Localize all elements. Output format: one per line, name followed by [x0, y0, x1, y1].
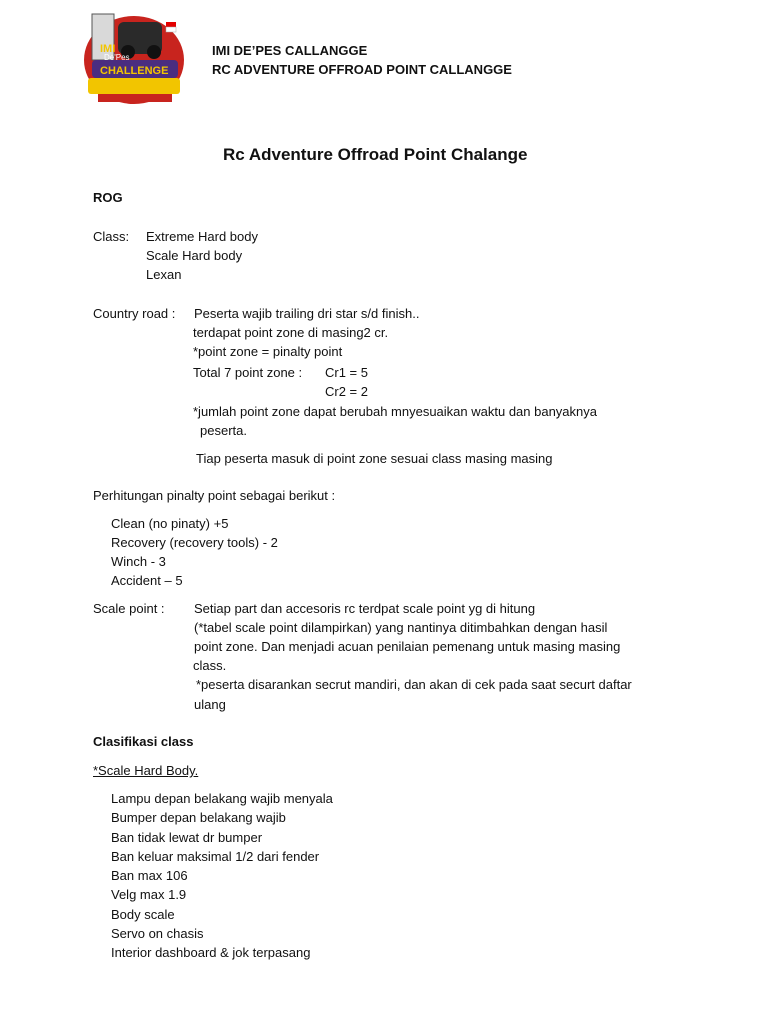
country-road-line: *jumlah point zone dapat berubah mnyesuaikan waktu dan banyaknya	[193, 404, 597, 419]
logo-text-imi: IMI	[100, 43, 116, 55]
classification-item: Ban max 106	[111, 868, 188, 883]
country-road-line: *point zone = pinalty point	[193, 344, 343, 359]
classification-subheading: *Scale Hard Body.	[93, 763, 199, 778]
classification-heading: Clasifikasi class	[93, 734, 194, 749]
header-line-1: IMI DE’PES CALLANGGE	[212, 43, 368, 58]
logo-text-challenge: CHALLENGE	[100, 65, 169, 77]
scale-point-label: Scale point :	[93, 601, 165, 616]
logo-text-depes: De'Pes	[104, 53, 130, 62]
country-road-line: Peserta wajib trailing dri star s/d finish..	[194, 306, 420, 321]
country-road-line: Total 7 point zone :	[193, 365, 303, 380]
scale-point-line: point zone. Dan menjadi acuan penilaian pemenang untuk masing masing	[194, 639, 621, 654]
classification-item: Ban keluar maksimal 1/2 dari fender	[111, 849, 320, 864]
rog-label: ROG	[93, 190, 123, 205]
classification-item: Ban tidak lewat dr bumper	[111, 830, 263, 845]
penalty-item: Accident – 5	[111, 573, 183, 588]
classification-item: Body scale	[111, 907, 175, 922]
classification-item: Velg max 1.9	[111, 887, 187, 902]
classification-item: Interior dashboard & jok terpasang	[111, 945, 311, 960]
country-road-label: Country road :	[93, 306, 176, 321]
event-logo	[78, 8, 190, 110]
country-road-line: Tiap peserta masuk di point zone sesuai class masing masing	[196, 451, 553, 466]
classification-item: Servo on chasis	[111, 926, 204, 941]
country-road-line: terdapat point zone di masing2 cr.	[193, 325, 389, 340]
penalty-item: Clean (no pinaty) +5	[111, 516, 229, 531]
class-item: Lexan	[146, 267, 182, 282]
class-item: Extreme Hard body	[146, 229, 258, 244]
header-line-2: RC ADVENTURE OFFROAD POINT CALLANGGE	[212, 62, 512, 77]
cr-value: Cr2 = 2	[325, 384, 368, 399]
cr-value: Cr1 = 5	[325, 365, 368, 380]
penalty-item: Winch - 3	[111, 554, 166, 569]
country-road-line: peserta.	[200, 423, 247, 438]
classification-item: Bumper depan belakang wajib	[111, 810, 286, 825]
scale-point-line: class.	[193, 658, 227, 673]
penalty-intro: Perhitungan pinalty point sebagai berikut :	[93, 488, 336, 503]
classification-item: Lampu depan belakang wajib menyala	[111, 791, 333, 806]
class-label: Class:	[93, 229, 130, 244]
class-item: Scale Hard body	[146, 248, 243, 263]
penalty-item: Recovery (recovery tools) - 2	[111, 535, 278, 550]
scale-point-line: (*tabel scale point dilampirkan) yang nantinya ditimbahkan dengan hasil	[194, 620, 608, 635]
document-title: Rc Adventure Offroad Point Chalange	[223, 145, 528, 164]
scale-point-line: Setiap part dan accesoris rc terdpat scale point yg di hitung	[194, 601, 536, 616]
scale-point-line: ulang	[194, 697, 226, 712]
scale-point-line: *peserta disarankan secrut mandiri, dan akan di cek pada saat securt daftar	[196, 677, 632, 692]
